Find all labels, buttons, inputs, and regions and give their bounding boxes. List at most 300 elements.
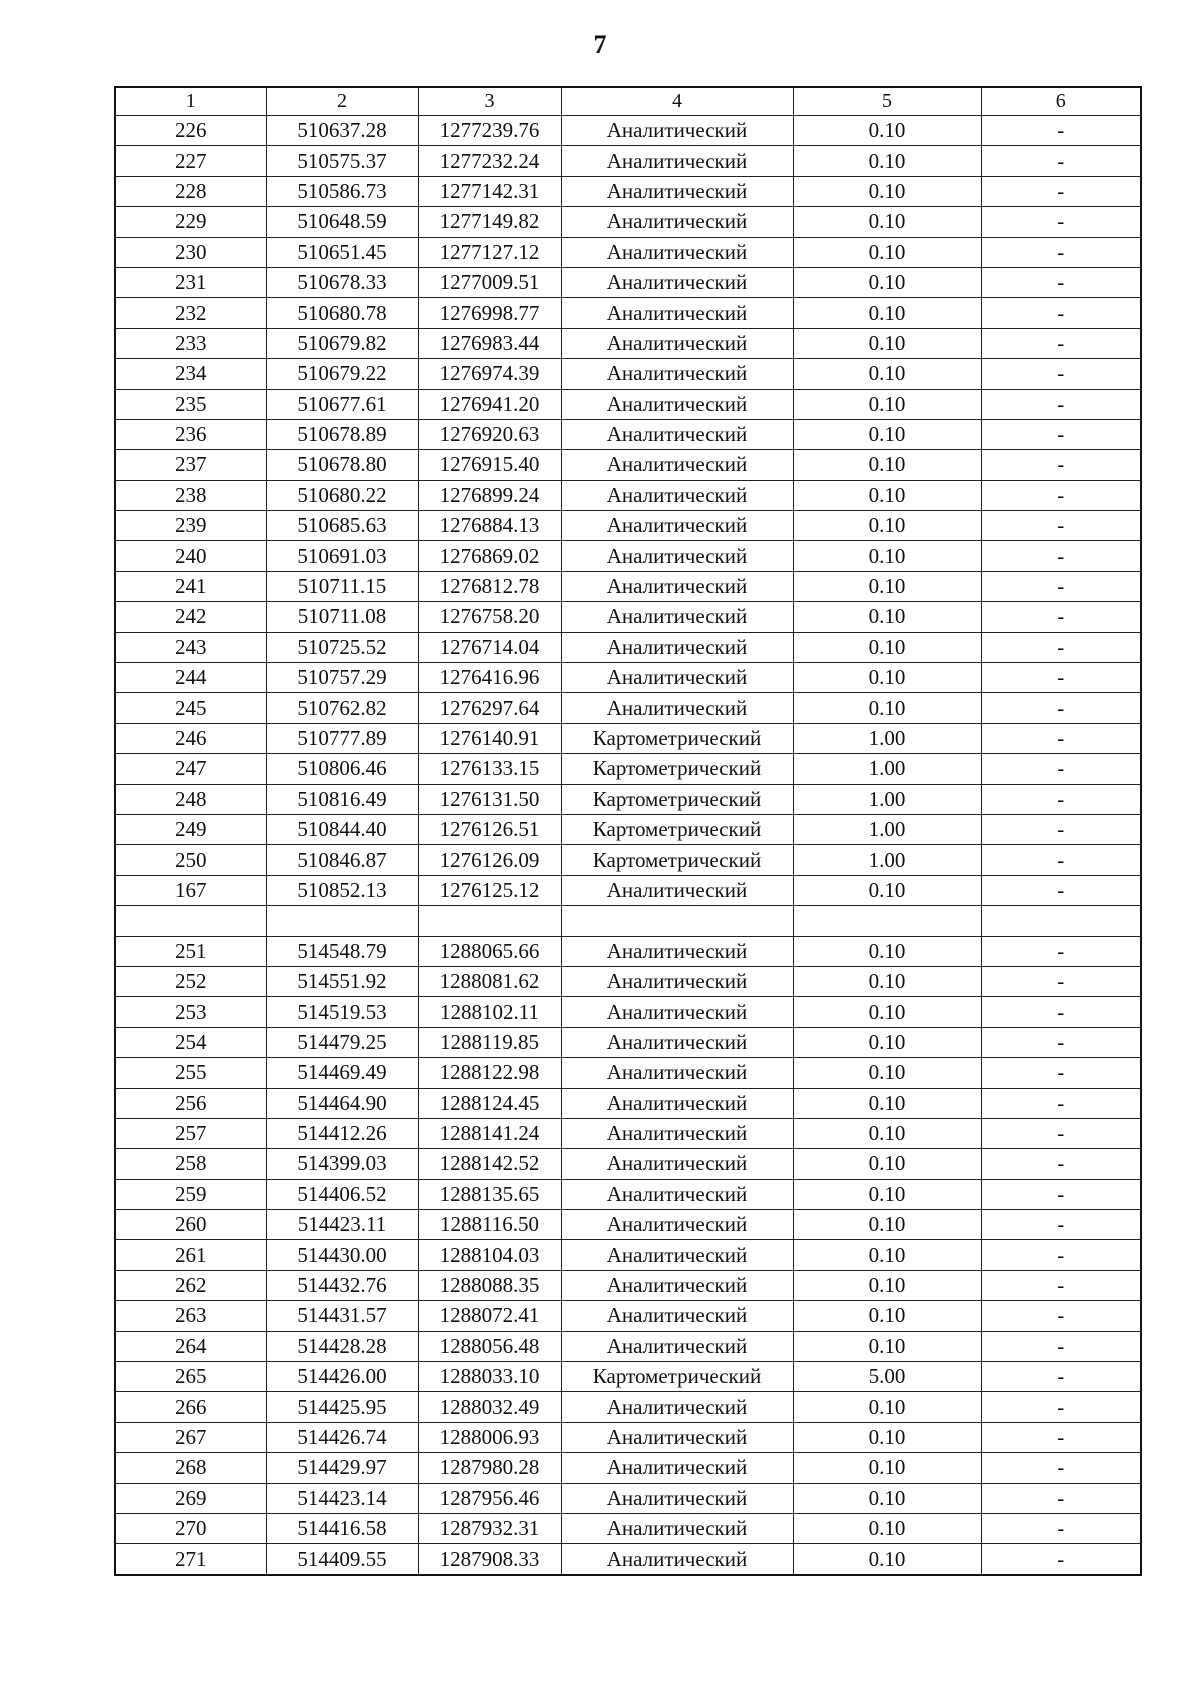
column-header: 6	[981, 87, 1141, 116]
method-cell: Картометрический	[561, 784, 793, 814]
point-number-cell: 167	[115, 875, 266, 905]
method-cell: Аналитический	[561, 419, 793, 449]
table-row	[115, 1240, 1141, 1270]
note-cell: -	[981, 663, 1141, 693]
x-coordinate-cell: 514479.25	[266, 1027, 418, 1057]
note-cell	[981, 906, 1141, 936]
x-coordinate-cell: 510852.13	[266, 875, 418, 905]
x-coordinate-cell: 510846.87	[266, 845, 418, 875]
method-cell: Аналитический	[561, 966, 793, 996]
x-coordinate-cell: 510757.29	[266, 663, 418, 693]
note-cell: -	[981, 1331, 1141, 1361]
note-cell: -	[981, 845, 1141, 875]
table-row	[115, 1301, 1141, 1331]
x-coordinate-cell: 510691.03	[266, 541, 418, 571]
point-number-cell: 267	[115, 1422, 266, 1452]
table-row	[115, 389, 1141, 419]
y-coordinate-cell: 1277232.24	[418, 146, 561, 176]
x-coordinate-cell: 510725.52	[266, 632, 418, 662]
x-coordinate-cell: 510777.89	[266, 723, 418, 753]
note-cell: -	[981, 784, 1141, 814]
y-coordinate-cell: 1276869.02	[418, 541, 561, 571]
x-coordinate-cell: 514423.11	[266, 1210, 418, 1240]
note-cell: -	[981, 176, 1141, 206]
y-coordinate-cell: 1288122.98	[418, 1058, 561, 1088]
accuracy-cell: 0.10	[793, 237, 981, 267]
method-cell: Аналитический	[561, 1179, 793, 1209]
point-number-cell: 228	[115, 176, 266, 206]
point-number-cell: 252	[115, 966, 266, 996]
method-cell: Аналитический	[561, 1301, 793, 1331]
y-coordinate-cell: 1276884.13	[418, 511, 561, 541]
note-cell: -	[981, 936, 1141, 966]
table-row	[115, 754, 1141, 784]
accuracy-cell: 5.00	[793, 1362, 981, 1392]
accuracy-cell: 0.10	[793, 1149, 981, 1179]
table-row	[115, 207, 1141, 237]
method-cell: Аналитический	[561, 1149, 793, 1179]
note-cell: -	[981, 602, 1141, 632]
note-cell: -	[981, 541, 1141, 571]
x-coordinate-cell: 514426.74	[266, 1422, 418, 1452]
x-coordinate-cell: 514429.97	[266, 1453, 418, 1483]
method-cell: Аналитический	[561, 571, 793, 601]
x-coordinate-cell: 514469.49	[266, 1058, 418, 1088]
y-coordinate-cell: 1288116.50	[418, 1210, 561, 1240]
table-row	[115, 1453, 1141, 1483]
method-cell: Аналитический	[561, 359, 793, 389]
note-cell: -	[981, 237, 1141, 267]
x-coordinate-cell: 514430.00	[266, 1240, 418, 1270]
point-number-cell: 245	[115, 693, 266, 723]
x-coordinate-cell: 510648.59	[266, 207, 418, 237]
point-number-cell: 250	[115, 845, 266, 875]
point-number-cell: 270	[115, 1513, 266, 1543]
table-row	[115, 1513, 1141, 1543]
y-coordinate-cell: 1288088.35	[418, 1270, 561, 1300]
note-cell: -	[981, 1362, 1141, 1392]
x-coordinate-cell: 510762.82	[266, 693, 418, 723]
y-coordinate-cell: 1276297.64	[418, 693, 561, 723]
y-coordinate-cell: 1288056.48	[418, 1331, 561, 1361]
table-row	[115, 328, 1141, 358]
accuracy-cell: 0.10	[793, 359, 981, 389]
table-row	[115, 1027, 1141, 1057]
table-row	[115, 267, 1141, 297]
accuracy-cell: 0.10	[793, 541, 981, 571]
x-coordinate-cell: 510711.08	[266, 602, 418, 632]
y-coordinate-cell: 1287956.46	[418, 1483, 561, 1513]
point-number-cell: 240	[115, 541, 266, 571]
x-coordinate-cell: 514416.58	[266, 1513, 418, 1543]
x-coordinate-cell: 510637.28	[266, 116, 418, 146]
point-number-cell: 255	[115, 1058, 266, 1088]
column-header: 2	[266, 87, 418, 116]
table-row	[115, 480, 1141, 510]
note-cell: -	[981, 207, 1141, 237]
accuracy-cell: 0.10	[793, 936, 981, 966]
column-header: 1	[115, 87, 266, 116]
point-number-cell: 263	[115, 1301, 266, 1331]
x-coordinate-cell: 514431.57	[266, 1301, 418, 1331]
x-coordinate-cell: 510680.78	[266, 298, 418, 328]
accuracy-cell: 1.00	[793, 814, 981, 844]
note-cell: -	[981, 1027, 1141, 1057]
point-number-cell: 271	[115, 1544, 266, 1575]
table-row	[115, 237, 1141, 267]
table-row	[115, 1179, 1141, 1209]
point-number-cell: 233	[115, 328, 266, 358]
table-header-row	[115, 87, 1141, 116]
x-coordinate-cell	[266, 906, 418, 936]
method-cell: Аналитический	[561, 663, 793, 693]
table-row	[115, 997, 1141, 1027]
method-cell: Аналитический	[561, 1058, 793, 1088]
table-row	[115, 419, 1141, 449]
point-number-cell: 242	[115, 602, 266, 632]
point-number-cell: 237	[115, 450, 266, 480]
y-coordinate-cell: 1276998.77	[418, 298, 561, 328]
note-cell: -	[981, 966, 1141, 996]
point-number-cell: 244	[115, 663, 266, 693]
point-number-cell: 251	[115, 936, 266, 966]
accuracy-cell: 0.10	[793, 875, 981, 905]
y-coordinate-cell: 1276133.15	[418, 754, 561, 784]
y-coordinate-cell: 1287980.28	[418, 1453, 561, 1483]
point-number-cell: 229	[115, 207, 266, 237]
method-cell: Аналитический	[561, 389, 793, 419]
accuracy-cell: 0.10	[793, 1301, 981, 1331]
note-cell: -	[981, 1179, 1141, 1209]
note-cell: -	[981, 632, 1141, 662]
y-coordinate-cell: 1287908.33	[418, 1544, 561, 1575]
method-cell: Аналитический	[561, 480, 793, 510]
table-row	[115, 723, 1141, 753]
table-row	[115, 511, 1141, 541]
x-coordinate-cell: 514399.03	[266, 1149, 418, 1179]
x-coordinate-cell: 514423.14	[266, 1483, 418, 1513]
y-coordinate-cell: 1288141.24	[418, 1118, 561, 1148]
method-cell: Аналитический	[561, 207, 793, 237]
note-cell: -	[981, 571, 1141, 601]
method-cell: Аналитический	[561, 328, 793, 358]
method-cell: Картометрический	[561, 814, 793, 844]
table-row	[115, 116, 1141, 146]
y-coordinate-cell: 1276941.20	[418, 389, 561, 419]
accuracy-cell: 1.00	[793, 845, 981, 875]
note-cell: -	[981, 723, 1141, 753]
method-cell: Аналитический	[561, 1027, 793, 1057]
note-cell: -	[981, 389, 1141, 419]
table-row	[115, 1392, 1141, 1422]
y-coordinate-cell: 1288119.85	[418, 1027, 561, 1057]
method-cell: Аналитический	[561, 875, 793, 905]
table-row	[115, 146, 1141, 176]
point-number-cell: 248	[115, 784, 266, 814]
point-number-cell: 227	[115, 146, 266, 176]
x-coordinate-cell: 514412.26	[266, 1118, 418, 1148]
point-number-cell: 238	[115, 480, 266, 510]
point-number-cell: 268	[115, 1453, 266, 1483]
point-number-cell: 257	[115, 1118, 266, 1148]
table-row	[115, 845, 1141, 875]
accuracy-cell: 0.10	[793, 693, 981, 723]
point-number-cell: 254	[115, 1027, 266, 1057]
method-cell: Аналитический	[561, 1422, 793, 1452]
accuracy-cell: 1.00	[793, 723, 981, 753]
y-coordinate-cell: 1276899.24	[418, 480, 561, 510]
point-number-cell: 259	[115, 1179, 266, 1209]
note-cell: -	[981, 1270, 1141, 1300]
x-coordinate-cell: 510575.37	[266, 146, 418, 176]
x-coordinate-cell: 510680.22	[266, 480, 418, 510]
accuracy-cell: 0.10	[793, 1088, 981, 1118]
y-coordinate-cell: 1277127.12	[418, 237, 561, 267]
method-cell: Аналитический	[561, 450, 793, 480]
point-number-cell: 243	[115, 632, 266, 662]
accuracy-cell: 0.10	[793, 146, 981, 176]
method-cell: Аналитический	[561, 1118, 793, 1148]
table-row	[115, 1483, 1141, 1513]
y-coordinate-cell: 1288033.10	[418, 1362, 561, 1392]
note-cell: -	[981, 1301, 1141, 1331]
point-number-cell: 264	[115, 1331, 266, 1361]
accuracy-cell: 0.10	[793, 1210, 981, 1240]
point-number-cell: 234	[115, 359, 266, 389]
note-cell: -	[981, 1240, 1141, 1270]
table-row	[115, 176, 1141, 206]
y-coordinate-cell: 1276812.78	[418, 571, 561, 601]
accuracy-cell: 0.10	[793, 116, 981, 146]
note-cell: -	[981, 1544, 1141, 1575]
method-cell: Аналитический	[561, 1088, 793, 1118]
table-row	[115, 814, 1141, 844]
y-coordinate-cell: 1287932.31	[418, 1513, 561, 1543]
method-cell	[561, 906, 793, 936]
accuracy-cell: 0.10	[793, 267, 981, 297]
x-coordinate-cell: 514551.92	[266, 966, 418, 996]
note-cell: -	[981, 267, 1141, 297]
table-row	[115, 1058, 1141, 1088]
accuracy-cell	[793, 906, 981, 936]
method-cell: Аналитический	[561, 176, 793, 206]
coordinates-table	[114, 86, 1142, 1576]
point-number-cell: 261	[115, 1240, 266, 1270]
accuracy-cell: 0.10	[793, 419, 981, 449]
table-row	[115, 966, 1141, 996]
note-cell: -	[981, 1149, 1141, 1179]
point-number-cell: 253	[115, 997, 266, 1027]
point-number-cell: 235	[115, 389, 266, 419]
note-cell: -	[981, 1422, 1141, 1452]
method-cell: Аналитический	[561, 1513, 793, 1543]
accuracy-cell: 0.10	[793, 450, 981, 480]
note-cell: -	[981, 1210, 1141, 1240]
table-row	[115, 571, 1141, 601]
accuracy-cell: 0.10	[793, 480, 981, 510]
method-cell: Аналитический	[561, 267, 793, 297]
note-cell: -	[981, 1392, 1141, 1422]
y-coordinate-cell: 1288102.11	[418, 997, 561, 1027]
note-cell: -	[981, 875, 1141, 905]
table-row	[115, 1210, 1141, 1240]
y-coordinate-cell: 1276983.44	[418, 328, 561, 358]
note-cell: -	[981, 754, 1141, 784]
accuracy-cell: 0.10	[793, 176, 981, 206]
y-coordinate-cell: 1276416.96	[418, 663, 561, 693]
x-coordinate-cell: 514409.55	[266, 1544, 418, 1575]
x-coordinate-cell: 514426.00	[266, 1362, 418, 1392]
method-cell: Аналитический	[561, 936, 793, 966]
table-row	[115, 1118, 1141, 1148]
point-number-cell: 232	[115, 298, 266, 328]
point-number-cell	[115, 906, 266, 936]
x-coordinate-cell: 510679.82	[266, 328, 418, 358]
y-coordinate-cell: 1276131.50	[418, 784, 561, 814]
point-number-cell: 246	[115, 723, 266, 753]
x-coordinate-cell: 514464.90	[266, 1088, 418, 1118]
method-cell: Аналитический	[561, 1210, 793, 1240]
method-cell: Аналитический	[561, 1544, 793, 1575]
point-number-cell: 249	[115, 814, 266, 844]
table-row	[115, 632, 1141, 662]
x-coordinate-cell: 510586.73	[266, 176, 418, 206]
x-coordinate-cell: 510685.63	[266, 511, 418, 541]
point-number-cell: 239	[115, 511, 266, 541]
y-coordinate-cell: 1277142.31	[418, 176, 561, 206]
x-coordinate-cell: 514428.28	[266, 1331, 418, 1361]
column-header: 5	[793, 87, 981, 116]
accuracy-cell: 0.10	[793, 663, 981, 693]
accuracy-cell: 0.10	[793, 632, 981, 662]
y-coordinate-cell: 1276974.39	[418, 359, 561, 389]
y-coordinate-cell: 1276125.12	[418, 875, 561, 905]
point-number-cell: 226	[115, 116, 266, 146]
accuracy-cell: 1.00	[793, 784, 981, 814]
point-number-cell: 265	[115, 1362, 266, 1392]
method-cell: Аналитический	[561, 541, 793, 571]
x-coordinate-cell: 510677.61	[266, 389, 418, 419]
point-number-cell: 236	[115, 419, 266, 449]
note-cell: -	[981, 328, 1141, 358]
method-cell: Аналитический	[561, 1483, 793, 1513]
y-coordinate-cell: 1288006.93	[418, 1422, 561, 1452]
note-cell: -	[981, 1088, 1141, 1118]
method-cell: Картометрический	[561, 1362, 793, 1392]
x-coordinate-cell: 514548.79	[266, 936, 418, 966]
accuracy-cell: 0.10	[793, 1483, 981, 1513]
method-cell: Аналитический	[561, 1331, 793, 1361]
x-coordinate-cell: 514425.95	[266, 1392, 418, 1422]
table-row	[115, 1270, 1141, 1300]
accuracy-cell: 0.10	[793, 511, 981, 541]
y-coordinate-cell: 1276140.91	[418, 723, 561, 753]
point-number-cell: 230	[115, 237, 266, 267]
table-row	[115, 936, 1141, 966]
method-cell: Аналитический	[561, 693, 793, 723]
y-coordinate-cell	[418, 906, 561, 936]
x-coordinate-cell: 510651.45	[266, 237, 418, 267]
column-header: 3	[418, 87, 561, 116]
note-cell: -	[981, 1513, 1141, 1543]
note-cell: -	[981, 1453, 1141, 1483]
note-cell: -	[981, 997, 1141, 1027]
table-row	[115, 875, 1141, 905]
method-cell: Аналитический	[561, 116, 793, 146]
y-coordinate-cell: 1288135.65	[418, 1179, 561, 1209]
x-coordinate-cell: 510816.49	[266, 784, 418, 814]
accuracy-cell: 0.10	[793, 1331, 981, 1361]
x-coordinate-cell: 514406.52	[266, 1179, 418, 1209]
point-number-cell: 231	[115, 267, 266, 297]
method-cell: Аналитический	[561, 1453, 793, 1483]
accuracy-cell: 0.10	[793, 1392, 981, 1422]
y-coordinate-cell: 1276126.51	[418, 814, 561, 844]
y-coordinate-cell: 1277009.51	[418, 267, 561, 297]
y-coordinate-cell: 1288142.52	[418, 1149, 561, 1179]
x-coordinate-cell: 510678.80	[266, 450, 418, 480]
y-coordinate-cell: 1288065.66	[418, 936, 561, 966]
table-row	[115, 1331, 1141, 1361]
note-cell: -	[981, 1058, 1141, 1088]
y-coordinate-cell: 1276758.20	[418, 602, 561, 632]
note-cell: -	[981, 450, 1141, 480]
table-row	[115, 784, 1141, 814]
note-cell: -	[981, 359, 1141, 389]
point-number-cell: 269	[115, 1483, 266, 1513]
note-cell: -	[981, 814, 1141, 844]
accuracy-cell: 0.10	[793, 207, 981, 237]
accuracy-cell: 0.10	[793, 1240, 981, 1270]
method-cell: Картометрический	[561, 845, 793, 875]
x-coordinate-cell: 510678.89	[266, 419, 418, 449]
method-cell: Картометрический	[561, 723, 793, 753]
y-coordinate-cell: 1276915.40	[418, 450, 561, 480]
x-coordinate-cell: 510844.40	[266, 814, 418, 844]
table-row	[115, 1149, 1141, 1179]
table-body	[115, 87, 1141, 1575]
accuracy-cell: 0.10	[793, 571, 981, 601]
method-cell: Аналитический	[561, 1392, 793, 1422]
method-cell: Аналитический	[561, 298, 793, 328]
x-coordinate-cell: 510806.46	[266, 754, 418, 784]
accuracy-cell: 0.10	[793, 298, 981, 328]
method-cell: Аналитический	[561, 146, 793, 176]
point-number-cell: 262	[115, 1270, 266, 1300]
accuracy-cell: 0.10	[793, 1270, 981, 1300]
method-cell: Аналитический	[561, 1270, 793, 1300]
y-coordinate-cell: 1277149.82	[418, 207, 561, 237]
accuracy-cell: 0.10	[793, 1453, 981, 1483]
table-row	[115, 602, 1141, 632]
point-number-cell: 266	[115, 1392, 266, 1422]
accuracy-cell: 0.10	[793, 1027, 981, 1057]
table-row	[115, 1362, 1141, 1392]
note-cell: -	[981, 419, 1141, 449]
y-coordinate-cell: 1277239.76	[418, 116, 561, 146]
accuracy-cell: 0.10	[793, 1179, 981, 1209]
note-cell: -	[981, 511, 1141, 541]
table-row	[115, 663, 1141, 693]
x-coordinate-cell: 510679.22	[266, 359, 418, 389]
column-header: 4	[561, 87, 793, 116]
y-coordinate-cell: 1288081.62	[418, 966, 561, 996]
y-coordinate-cell: 1288104.03	[418, 1240, 561, 1270]
y-coordinate-cell: 1276920.63	[418, 419, 561, 449]
x-coordinate-cell: 514432.76	[266, 1270, 418, 1300]
accuracy-cell: 0.10	[793, 602, 981, 632]
x-coordinate-cell: 510711.15	[266, 571, 418, 601]
